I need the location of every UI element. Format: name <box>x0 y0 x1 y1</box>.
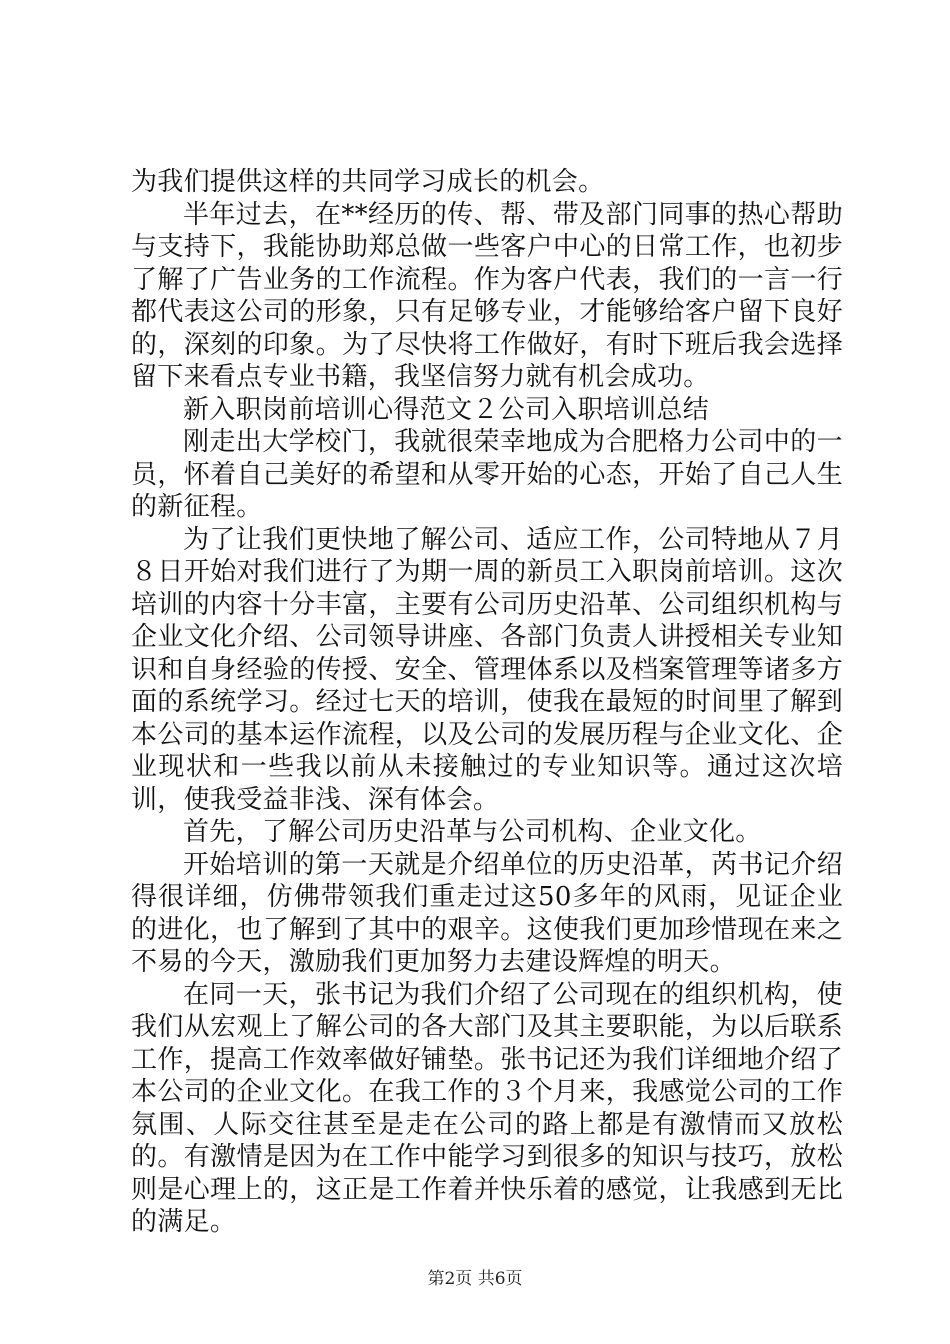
paragraph-continuation: 为我们提供这样的共同学习成长的机会。 <box>131 167 605 197</box>
paragraph-first-point: 首先，了解公司历史沿革与公司机构、企业文化。 <box>183 817 762 847</box>
paragraph-history-intro: 开始培训的第一天就是介绍单位的历史沿革，芮书记介绍得很详细，仿佛带领我们重走过这50多年的风雨，见证企业的进化，也了解到了其中的艰辛。这使我们更加珍惜现在来之不易的今天，激励我们更加努力去建设辉煌的明天。 <box>131 849 843 977</box>
paragraph-training-overview: 为了让我们更快地了解公司、适应工作，公司特地从７月８日开始对我们进行了为期一周的新员工入职岗前培训。这次培训的内容十分丰富，主要有公司历史沿革、公司组织机构与企业文化介绍、公司领导讲座、各部门负责人讲授相关专业知识和自身经验的传授、安全、管理体系以及档案管理等诸多方面的系统学习。经过七天的培训，使我在最短的时间里了解到本公司的基本运作流程，以及公司的发展历程与企业文化、企业现状和一些我以前从未接触过的专业知识等。通过这次培训，使我受益非浅、深有体会。 <box>131 524 843 815</box>
paragraph-organization-culture: 在同一天，张书记为我们介绍了公司现在的组织机构，使我们从宏观上了解公司的各大部门及其主要职能，为以后联系工作，提高工作效率做好铺垫。张书记还为我们详细地介绍了本公司的企业文化。在我工作的３个月来，我感觉公司的工作氛围、人际交往甚至是走在公司的路上都是有激情而又放松的。有激情是因为在工作中能学习到很多的知识与技巧，放松则是心理上的，这正是工作着并快乐着的感觉，让我感到无比的满足。 <box>131 979 843 1237</box>
paragraph-half-year-review: 半年过去，在**经历的传、帮、带及部门同事的热心帮助与支持下，我能协助郑总做一些客户中心的日常工作，也初步了解了广告业务的工作流程。作为客户代表，我们的一言一行都代表这公司的形象，只有足够专业，才能够给客户留下良好的，深刻的印象。为了尽快将工作做好，有时下班后我会选择留下来看点专业书籍，我坚信努力就有机会成功。 <box>131 199 843 392</box>
document-body <box>131 166 843 1239</box>
section-heading-sample-2: 新入职岗前培训心得范文２公司入职培训总结 <box>183 394 710 425</box>
paragraph-graduation: 刚走出大学校门，我就很荣幸地成为合肥格力公司中的一员，怀着自己美好的希望和从零开始的心态，开始了自己人生的新征程。 <box>131 427 843 522</box>
page-footer: 第2页 共6页 <box>427 1269 523 1289</box>
